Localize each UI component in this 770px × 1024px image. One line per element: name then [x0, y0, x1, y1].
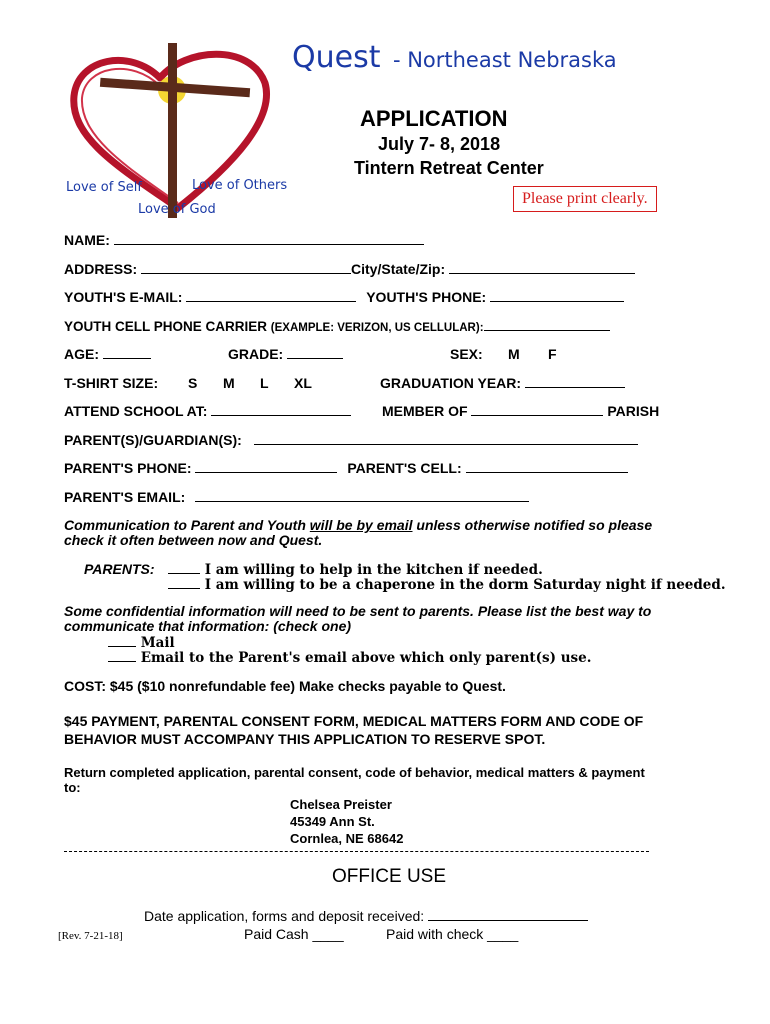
carrier-field[interactable]	[484, 318, 610, 331]
address-field[interactable]	[141, 261, 351, 274]
youth-phone-field[interactable]	[490, 289, 624, 302]
print-clearly-notice: Please print clearly.	[513, 186, 657, 212]
payment-text-line1: $45 PAYMENT, PARENTAL CONSENT FORM, MEDICAL MATTERS FORM AND CODE OF	[64, 713, 644, 729]
chaperone-checkbox-line[interactable]	[168, 576, 200, 589]
age-field[interactable]	[103, 346, 151, 359]
confidential-text-line2: communicate that information: (check one)	[64, 618, 352, 634]
logo-love-of-god: Love of God	[138, 202, 216, 217]
event-location: Tintern Retreat Center	[354, 158, 544, 178]
age-label: AGE:	[64, 346, 99, 362]
size-option-m[interactable]: M	[223, 375, 235, 391]
parent-phone-row	[64, 460, 628, 476]
size-option-l[interactable]: L	[260, 375, 269, 391]
email-checkbox-line[interactable]	[108, 649, 136, 662]
sex-label: SEX:	[450, 346, 483, 362]
logo-love-of-self: Love of Self	[66, 180, 142, 195]
communication-text-post: unless otherwise notified so please	[412, 517, 653, 533]
grade-field[interactable]	[287, 346, 343, 359]
office-use-heading: OFFICE USE	[332, 866, 447, 887]
size-option-xl[interactable]: XL	[294, 375, 312, 391]
parent-email-row	[64, 489, 529, 505]
carrier-label: YOUTH CELL PHONE CARRIER	[64, 319, 268, 334]
carrier-row	[64, 318, 610, 334]
address-label: ADDRESS:	[64, 261, 138, 277]
address-street: 45349 Ann St.	[290, 814, 375, 829]
return-text-line1: Return completed application, parental consent, code of behavior, medical matters & payment	[64, 765, 645, 780]
date-received-label: Date application, forms and deposit received:	[144, 908, 425, 924]
application-heading: APPLICATION	[360, 106, 508, 131]
tshirt-row	[64, 375, 684, 395]
date-received-field[interactable]	[428, 908, 588, 921]
cost-line: COST: $45 ($10 nonrefundable fee) Make checks payable to Quest.	[64, 678, 506, 694]
paid-check: Paid with check ____	[386, 926, 519, 942]
email-option-text: Email to the Parent's email above which only parent(s) use.	[140, 650, 592, 666]
school-field[interactable]	[211, 403, 351, 416]
heart-cross-logo-icon	[60, 38, 290, 228]
kitchen-option-text: I am willing to help in the kitchen if needed.	[204, 562, 543, 578]
name-label: NAME:	[64, 232, 110, 248]
communication-notice	[64, 518, 652, 548]
page-title	[292, 40, 617, 75]
revision-note: [Rev. 7-21-18]	[58, 930, 123, 942]
parents-option-chaperone	[168, 576, 726, 593]
guardians-field[interactable]	[254, 432, 638, 445]
parish-field[interactable]	[471, 403, 603, 416]
communication-text-line2: check it often between now and Quest.	[64, 532, 323, 548]
communication-text-underlined: will be by email	[309, 517, 413, 533]
youth-contact-row	[64, 289, 624, 305]
logo-love-of-others: Love of Others	[192, 178, 288, 193]
sex-option-f[interactable]: F	[548, 346, 557, 362]
graduation-label: GRADUATION YEAR:	[380, 375, 522, 391]
guardians-row	[64, 432, 638, 448]
return-text-line2: to:	[64, 780, 81, 795]
confidential-text-line1: Some confidential information will need to be sent to parents. Please list the best way to	[64, 603, 652, 619]
parent-email-label: PARENT'S EMAIL:	[64, 489, 186, 505]
school-label: ATTEND SCHOOL AT:	[64, 403, 208, 419]
cross-vertical	[168, 43, 177, 218]
city-state-zip-field[interactable]	[449, 261, 635, 274]
name-field[interactable]	[114, 232, 424, 245]
grade-label: GRADE:	[228, 346, 284, 362]
title-quest: Quest	[292, 40, 381, 75]
age-row	[64, 346, 684, 366]
mailing-address	[290, 796, 403, 847]
cut-line-divider	[64, 851, 649, 852]
confidential-notice	[64, 604, 651, 634]
event-dates: July 7- 8, 2018	[378, 134, 501, 154]
paid-cash: Paid Cash ____	[244, 926, 344, 942]
size-option-s[interactable]: S	[188, 375, 198, 391]
member-of-label: MEMBER OF	[382, 403, 468, 419]
parents-label: PARENTS:	[84, 561, 155, 577]
city-state-zip-label: City/State/Zip:	[351, 261, 446, 277]
sex-option-m[interactable]: M	[508, 346, 520, 362]
carrier-example: (EXAMPLE: VERIZON, US CELLULAR):	[270, 322, 484, 334]
parent-email-field[interactable]	[195, 489, 529, 502]
address-name: Chelsea Preister	[290, 797, 392, 812]
parent-phone-label: PARENT'S PHONE:	[64, 460, 192, 476]
payment-requirements	[64, 712, 643, 748]
youth-email-label: YOUTH'S E-MAIL:	[64, 289, 183, 305]
parent-cell-field[interactable]	[466, 460, 628, 473]
youth-email-field[interactable]	[186, 289, 356, 302]
address-city: Cornlea, NE 68642	[290, 831, 404, 846]
communication-text-pre: Communication to Parent and Youth	[64, 517, 310, 533]
kitchen-checkbox-line[interactable]	[168, 561, 200, 574]
parent-cell-label: PARENT'S CELL:	[347, 460, 462, 476]
address-row	[64, 261, 635, 277]
youth-phone-label: YOUTH'S PHONE:	[366, 289, 487, 305]
guardians-label: PARENT(S)/GUARDIAN(S):	[64, 432, 242, 448]
mail-option-text: Mail	[140, 635, 175, 651]
payment-text-line2: BEHAVIOR MUST ACCOMPANY THIS APPLICATION TO RESERVE SPOT.	[64, 731, 546, 747]
tshirt-label: T-SHIRT SIZE:	[64, 375, 159, 391]
mail-checkbox-line[interactable]	[108, 634, 136, 647]
title-region: - Northeast Nebraska	[392, 48, 617, 72]
date-received-row	[144, 908, 588, 924]
return-instructions	[64, 765, 645, 795]
confidential-option-email	[108, 649, 591, 666]
chaperone-option-text: I am willing to be a chaperone in the dorm Saturday night if needed.	[204, 577, 726, 593]
school-row	[64, 403, 684, 423]
logo	[60, 38, 290, 228]
graduation-field[interactable]	[525, 375, 625, 388]
parish-label: PARISH	[607, 403, 660, 419]
name-row	[64, 232, 424, 248]
parent-phone-field[interactable]	[195, 460, 337, 473]
